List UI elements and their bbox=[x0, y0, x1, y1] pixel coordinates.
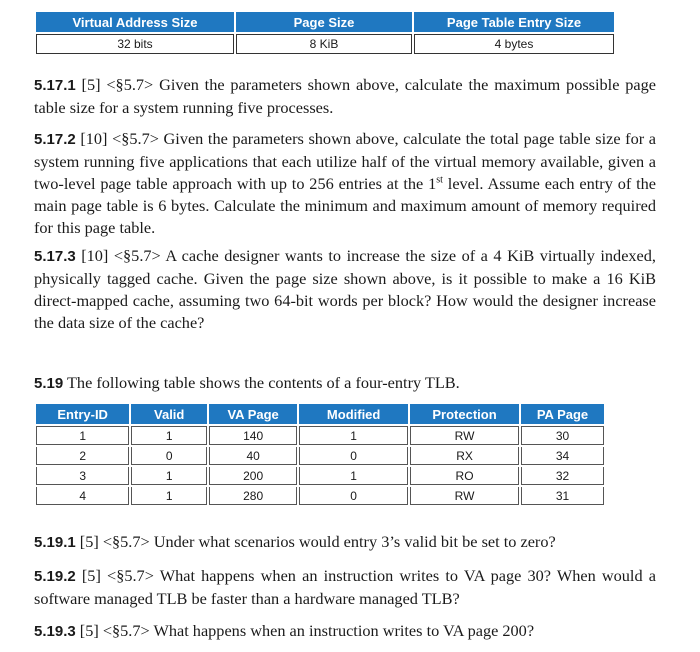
cell-entry-id: 2 bbox=[36, 447, 129, 465]
cell-va-page: 140 bbox=[209, 426, 297, 445]
header-page-size: Page Size bbox=[236, 12, 412, 32]
cell-valid: 1 bbox=[131, 487, 207, 505]
header-page-table-entry-size: Page Table Entry Size bbox=[414, 12, 614, 32]
cell-valid: 1 bbox=[131, 426, 207, 445]
problem-number: 5.17.3 bbox=[34, 248, 76, 265]
header-modified: Modified bbox=[299, 404, 408, 424]
parameters-value-row bbox=[36, 34, 614, 54]
cell-va-page: 40 bbox=[209, 447, 297, 465]
header-va-page: VA Page bbox=[209, 404, 297, 424]
problem-number: 5.19 bbox=[34, 375, 64, 392]
header-virtual-address-size: Virtual Address Size bbox=[36, 12, 234, 32]
value-virtual-address-size: 32 bits bbox=[36, 34, 234, 54]
cell-entry-id: 1 bbox=[36, 426, 129, 445]
problem-text: [10] <§5.7> A cache designer wants to increase the size of a 4 KiB virtually indexed, physically tagged cache. Given the page size shown above, is it possible to make a 16 KiB direct-mapped cache, assuming two 64-bit words per block? How would the designer increase the data size of the cache? bbox=[34, 246, 656, 332]
problem-5-19-3 bbox=[34, 620, 656, 643]
cell-protection: RW bbox=[410, 426, 519, 445]
cell-protection: RO bbox=[410, 467, 519, 485]
problem-text: The following table shows the contents of a four-entry TLB. bbox=[63, 373, 460, 392]
cell-valid: 1 bbox=[131, 467, 207, 485]
cell-modified: 0 bbox=[299, 487, 408, 505]
ordinal-superscript: st bbox=[436, 174, 443, 186]
parameters-header-row bbox=[36, 12, 614, 32]
problem-number: 5.17.2 bbox=[34, 131, 76, 148]
table-row bbox=[36, 447, 604, 465]
problem-text: [5] <§5.7> Given the parameters shown above, calculate the maximum possible page table size for a system running five processes. bbox=[34, 75, 656, 117]
problem-number: 5.19.3 bbox=[34, 623, 76, 640]
table-row bbox=[36, 467, 604, 485]
header-valid: Valid bbox=[131, 404, 207, 424]
parameters-table bbox=[34, 10, 616, 56]
problem-text-continued: level. Assume each entry of the main page table is 6 bytes. Calculate the minimum and maximum amount of memory required for this page table. bbox=[34, 174, 657, 237]
problem-text: [10] <§5.7> Given the parameters shown above, calculate the total page table size for a system running five applications that each utilize half of the virtual memory available, given a two-level page table approach with up to 256 entries at the 1 bbox=[34, 129, 656, 193]
cell-pa-page: 34 bbox=[521, 447, 604, 465]
table-row bbox=[36, 426, 604, 445]
cell-modified: 1 bbox=[299, 426, 408, 445]
problem-number: 5.17.1 bbox=[34, 77, 76, 94]
cell-valid: 0 bbox=[131, 447, 207, 465]
cell-pa-page: 31 bbox=[521, 487, 604, 505]
header-pa-page: PA Page bbox=[521, 404, 604, 424]
problem-text: [5] <§5.7> What happens when an instruction writes to VA page 30? When would a software managed TLB be faster than a hardware managed TLB? bbox=[34, 566, 656, 608]
problem-5-17-1 bbox=[34, 74, 656, 119]
tlb-table bbox=[34, 402, 606, 507]
problem-number: 5.19.1 bbox=[34, 534, 76, 551]
problem-text: [5] <§5.7> What happens when an instruction writes to VA page 200? bbox=[75, 621, 535, 640]
value-page-size: 8 KiB bbox=[236, 34, 412, 54]
cell-va-page: 280 bbox=[209, 487, 297, 505]
cell-modified: 0 bbox=[299, 447, 408, 465]
tlb-header-row bbox=[36, 404, 604, 424]
value-page-table-entry-size: 4 bytes bbox=[414, 34, 614, 54]
cell-protection: RX bbox=[410, 447, 519, 465]
problem-5-19 bbox=[34, 372, 656, 395]
cell-pa-page: 32 bbox=[521, 467, 604, 485]
cell-pa-page: 30 bbox=[521, 426, 604, 445]
cell-entry-id: 4 bbox=[36, 487, 129, 505]
problem-number: 5.19.2 bbox=[34, 568, 76, 585]
header-protection: Protection bbox=[410, 404, 519, 424]
problem-text: [5] <§5.7> Under what scenarios would entry 3’s valid bit be set to zero? bbox=[75, 532, 556, 551]
problem-5-17-3 bbox=[34, 245, 656, 334]
problem-5-19-2 bbox=[34, 565, 656, 610]
header-entry-id: Entry-ID bbox=[36, 404, 129, 424]
table-row bbox=[36, 487, 604, 505]
cell-va-page: 200 bbox=[209, 467, 297, 485]
cell-modified: 1 bbox=[299, 467, 408, 485]
problem-5-17-2 bbox=[34, 128, 656, 239]
cell-protection: RW bbox=[410, 487, 519, 505]
cell-entry-id: 3 bbox=[36, 467, 129, 485]
problem-5-19-1 bbox=[34, 531, 656, 554]
